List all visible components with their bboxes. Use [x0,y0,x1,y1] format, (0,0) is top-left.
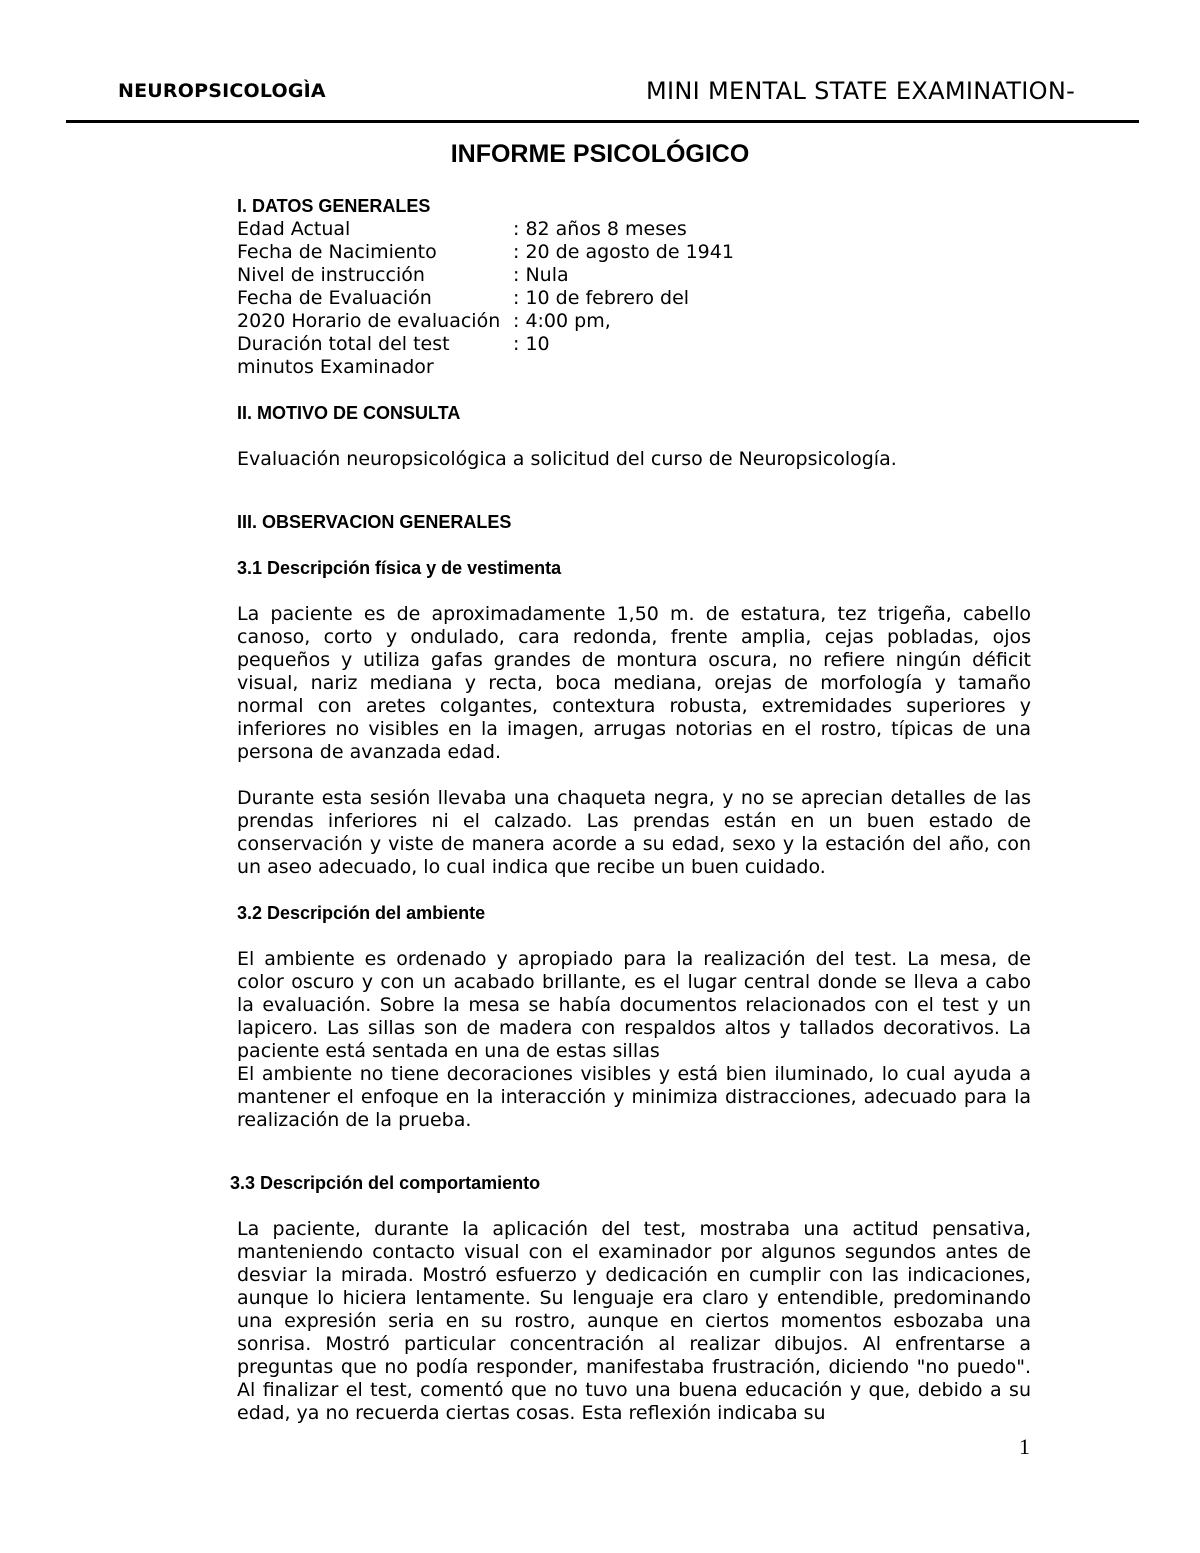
field-label: Duración total del test [237,333,450,355]
report-body [230,195,1031,1425]
section-heading-datos-generales: I. DATOS GENERALES [237,196,431,216]
field-row [237,310,1031,333]
datos-generales-fields [237,218,1031,379]
report-title: INFORME PSICOLÓGICO [450,140,750,168]
field-row [237,218,1031,241]
field-trailing-line: minutos Examinador [237,356,434,378]
page-number: 1 [1019,1434,1030,1459]
field-row [237,287,1031,310]
subsection-heading-descripcion-comportamiento: 3.3 Descripción del comportamiento [230,1173,541,1193]
field-row [237,264,1031,287]
paragraph-descripcion-fisica: La paciente es de aproximadamente 1,50 m. de estatura, tez trigeña, cabello canoso, corto y ondulado, cara redonda, frente amplia, cejas pobladas, ojos pequeños y utiliza gafas grandes de montura oscura, no refiere ningún déficit visual, nariz mediana y recta, boca mediana, orejas de morfología y tamaño normal con aretes colgantes, contextura robusta, extremidades superiores y inferiores no visibles en la imagen, arrugas notorias en el rostro, típicas de una persona de avanzada edad. [237,603,1031,763]
field-value: : 20 de agosto de 1941 [513,241,734,263]
field-value: : 4:00 pm, [513,310,611,332]
section-heading-observacion: III. OBSERVACION GENERALES [237,512,512,532]
field-value: : 82 años 8 meses [513,218,687,240]
subsection-heading-descripcion-ambiente: 3.2 Descripción del ambiente [237,903,486,923]
header-divider [66,120,1139,123]
field-label: Fecha de Nacimiento [237,241,437,263]
field-label: Edad Actual [237,218,351,240]
section-heading-motivo-consulta: II. MOTIVO DE CONSULTA [237,403,461,423]
paragraph-comportamiento: La paciente, durante la aplicación del test, mostraba una actitud pensativa, manteniendo contacto visual con el examinador por algunos segundos antes de desviar la mirada. Mostró esfuerzo y dedicación en cumplir con las indicaciones, aunque lo hiciera lentamente. Su lenguaje era claro y entendible, predominando una expresión seria en su rostro, aunque en ciertos momentos esbozaba una sonrisa. Mostró particular concentración al realizar dibujos. Al enfrentarse a preguntas que no podía responder, manifestaba frustración, diciendo "no puedo". Al finalizar el test, comentó que no tuvo una buena educación y que, debido a su edad, ya no recuerda ciertas cosas. Esta reflexión indicaba su [237,1218,1031,1424]
field-label: Nivel de instrucción [237,264,425,286]
field-value: : Nula [513,264,569,286]
field-label: Fecha de Evaluación [237,287,432,309]
field-row [237,333,1031,356]
subsection-heading-descripcion-fisica: 3.1 Descripción física y de vestimenta [237,558,562,578]
paragraph-vestimenta: Durante esta sesión llevaba una chaqueta negra, y no se aprecian detalles de las prendas inferiores ni el calzado. Las prendas están en un buen estado de conservación y viste de manera acorde a su edad, sexo y la estación del año, con un aseo adecuado, lo cual indica que recibe un buen cuidado. [237,787,1031,878]
header-section-label: NEUROPSICOLOGÌA [118,80,326,102]
paragraph-ambiente: El ambiente es ordenado y apropiado para la realización del test. La mesa, de color oscuro y con un acabado brillante, es el lugar central donde se lleva a cabo la evaluación. Sobre la mesa se había documentos relacionados con el test y un lapicero. Las sillas son de madera con respaldos altos y tallados decorativos. La paciente está sentada en una de estas sillas [237,948,1031,1062]
field-value: : 10 [513,333,550,355]
field-label: 2020 Horario de evaluación [237,310,501,332]
field-row [237,241,1031,264]
paragraph-ambiente-iluminacion: El ambiente no tiene decoraciones visibles y está bien iluminado, lo cual ayuda a mantener el enfoque en la interacción y minimiza distracciones, adecuado para la realización de la prueba. [237,1063,1031,1131]
field-value: : 10 de febrero del [513,287,690,309]
motivo-consulta-text: Evaluación neuropsicológica a solicitud del curso de Neuropsicología. [237,448,897,470]
header-document-title: MINI MENTAL STATE EXAMINATION- [646,77,1076,105]
